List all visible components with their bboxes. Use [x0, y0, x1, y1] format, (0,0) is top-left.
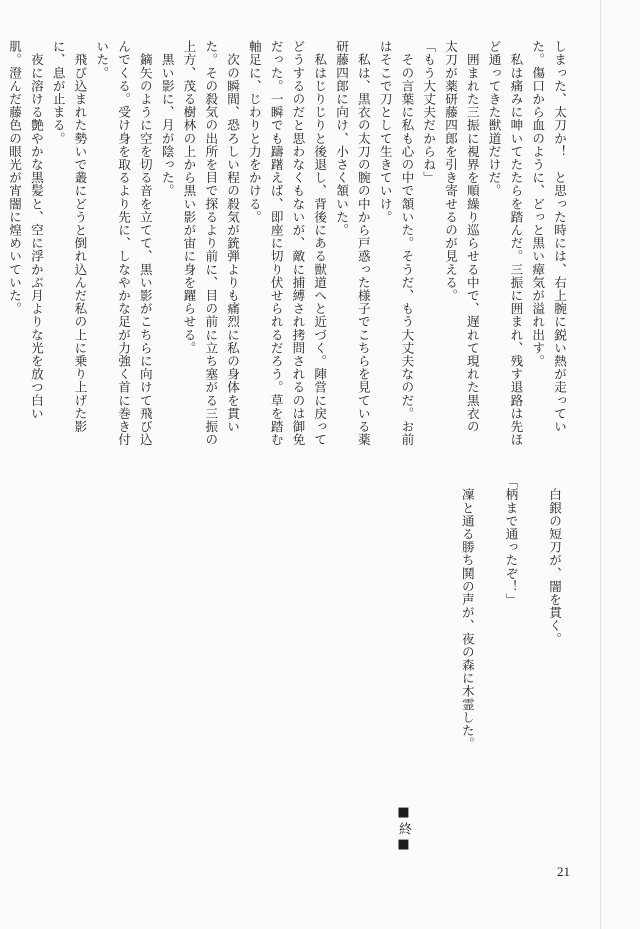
- closing-prose-text: 白銀の短刀が、闇を貫く。 「柄まで通ったぞ！」 凜と通る勝ち鬨の声が、夜の森に木霊した。: [459, 475, 562, 751]
- main-prose-text: しまった、太刀か！ と思った時には、右上腕に鋭い熱が走ってい た。傷口から血のように、どっと黒い瘴気が溢れ出す。 私は痛みに呻いてたたらを踏んだ。三振に囲まれ、残す退路は先ほ ど通ってきた獣道だけだ。 囲まれた三振に視界を順繰り巡らせる中で、遅れて現れた黒衣の 太刀が薬研藤四郎を引き寄せるのが見える。 「もう大丈夫だからね」 その言葉に私も心の中で頷いた。そうだ、もう大丈夫なのだ。お前 はそこで刀として生きていけ。 私は、黒衣の太刀の腕の中から戸惑った様子でこちらを見ている薬 研藤四郎に向け、小さく頷いた。 私はじりじりと後退し、背後にある獣道へと近づく。陣営に戻って どうするのだと思わなくもないが、敵に捕縛され拷問されるのは御免 だった。一瞬でも躊躇えば、即座に切り伏せられるだろう。草を踏む 軸足に、じわりと力をかける。 次の瞬間、恐ろしい程の殺気が銃弾よりも痛烈に私の身体を貫い た。その殺気の出所を目で探るより前に、目の前に立ち塞がる三振の 上方、茂る樹林の上から黒い影が宙に身を躍らせる。 黒い影に、月が陰った。 鏑矢のように空を切る音を立てて、黒い影がこちらに向けて飛び込 んでくる。受け身を取るより先に、しなやかな足が力強く首に巻き付 いた。 飛び込まれた勢いで叢にどうと倒れ込んだ私の上に乗り上げた影 に、息が止まる。 夜に溶ける艶やかな黒髪と、空に浮かぶ月よりな光を放つ白い 肌。澄んだ藤色の眼光が宵闇に煌めいていた。: [7, 40, 567, 447]
- page-fold-line: [600, 0, 601, 929]
- page-number: 21: [557, 864, 570, 879]
- end-mark: ■終■: [396, 805, 411, 854]
